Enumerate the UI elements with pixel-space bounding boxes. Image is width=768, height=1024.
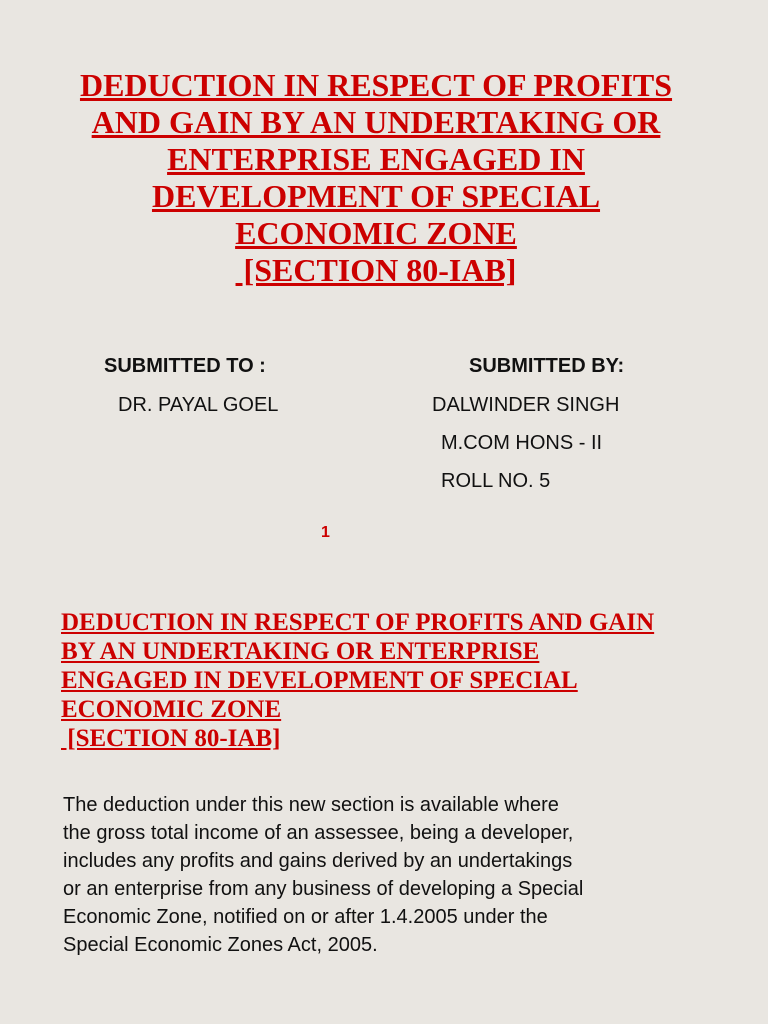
title-line: ECONOMIC ZONE — [235, 215, 517, 251]
slide1-title — [30, 67, 722, 289]
title-line: [SECTION 80-IAB] — [235, 252, 517, 288]
subtitle-line: ECONOMIC ZONE — [61, 696, 282, 723]
submitted-by-label: SUBMITTED BY: — [469, 355, 625, 377]
subtitle-line: DEDUCTION IN RESPECT OF PROFITS AND GAIN — [61, 609, 655, 636]
course-text: M.COM HONS - II — [441, 432, 603, 454]
body-line: Special Economic Zones Act, 2005. — [63, 934, 378, 956]
body-line: or an enterprise from any business of developing a Special — [63, 878, 584, 900]
body-line: The deduction under this new section is available where — [63, 794, 559, 816]
subtitle-line: [SECTION 80-IAB] — [61, 725, 281, 752]
slide2-title — [61, 608, 741, 753]
title-line: ENTERPRISE ENGAGED IN — [167, 141, 585, 177]
title-line: AND GAIN BY AN UNDERTAKING OR — [91, 104, 661, 140]
submitted-by-name: DALWINDER SINGH — [432, 394, 620, 416]
body-line: includes any profits and gains derived by an undertakings — [63, 850, 573, 872]
body-line: Economic Zone, notified on or after 1.4.2005 under the — [63, 906, 548, 928]
submitted-to-name: DR. PAYAL GOEL — [118, 394, 279, 416]
body-paragraph — [63, 791, 743, 959]
body-line: the gross total income of an assessee, being a developer, — [63, 822, 574, 844]
submitted-to-label: SUBMITTED TO : — [104, 355, 266, 377]
title-line: DEVELOPMENT OF SPECIAL — [151, 178, 601, 214]
roll-number: ROLL NO. 5 — [441, 470, 551, 492]
page-number: 1 — [321, 524, 330, 541]
title-line: DEDUCTION IN RESPECT OF PROFITS — [79, 67, 673, 103]
subtitle-line: BY AN UNDERTAKING OR ENTERPRISE — [61, 638, 540, 665]
subtitle-line: ENGAGED IN DEVELOPMENT OF SPECIAL — [61, 667, 578, 694]
